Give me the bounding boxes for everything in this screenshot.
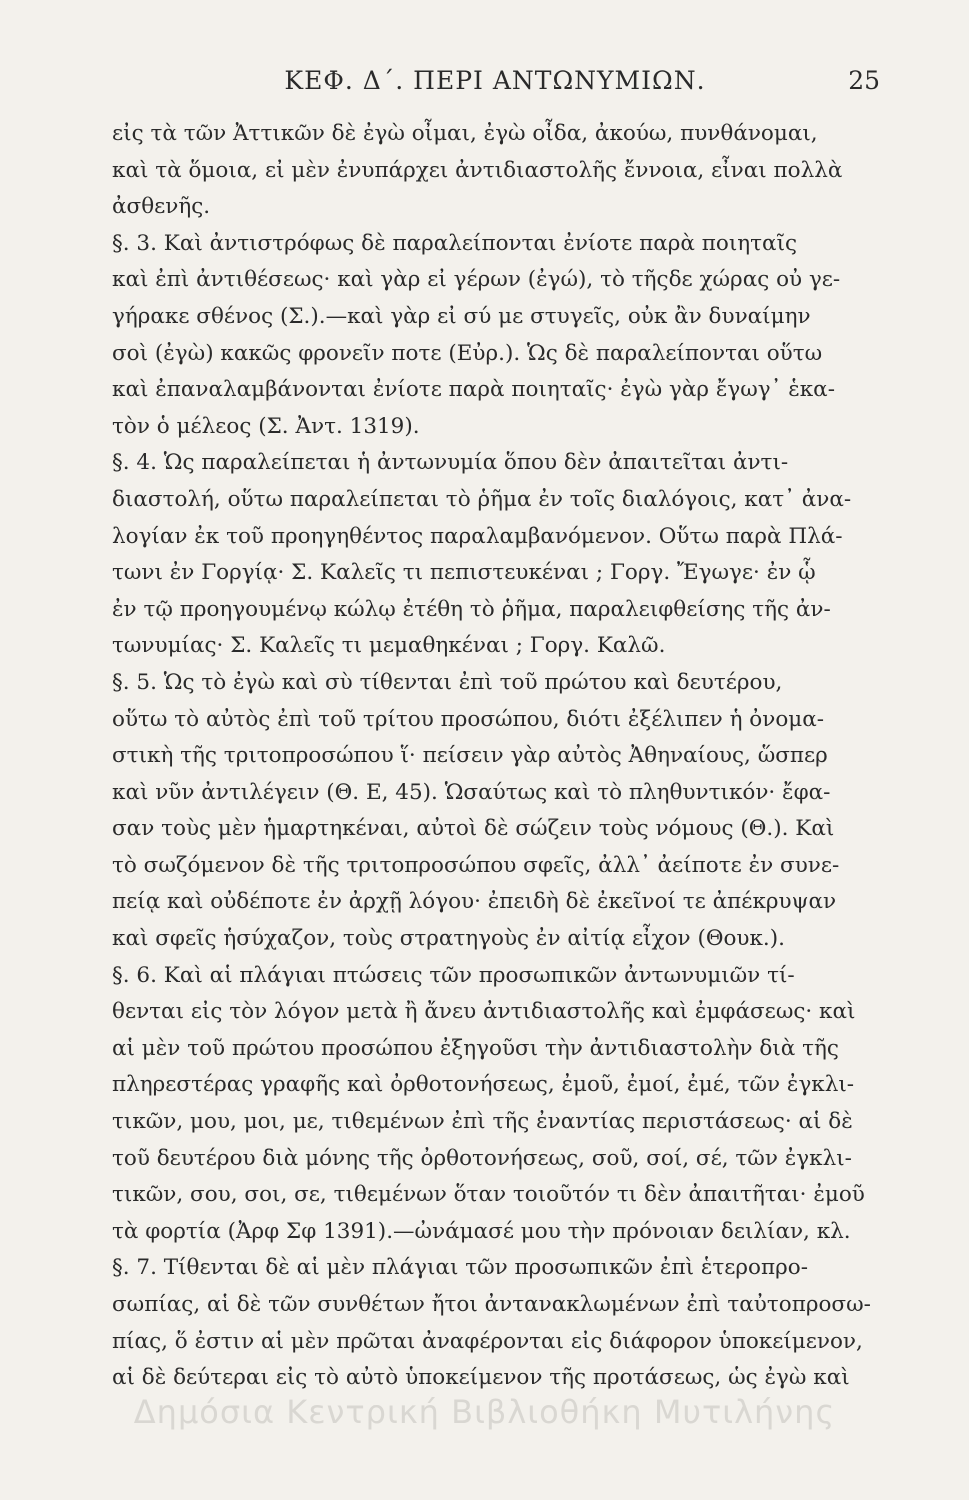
text-line: καὶ ἐπαναλαμβάνονται ἐνίοτε παρὰ ποιηταῖς· ἐγὼ γὰρ ἔγωγ᾽ ἑκα- — [112, 377, 835, 403]
text-line: §. 7. Τίθενται δὲ αἱ μὲν πλάγιαι τῶν προσωπικῶν ἐπὶ ἑτεροπρο- — [112, 1255, 808, 1281]
text-line: λογίαν ἐκ τοῦ προηγηθέντος παραλαμβανόμενον. Οὕτω παρὰ Πλά- — [112, 523, 843, 549]
text-line: τικῶν, μου, μοι, με, τιθεμένων ἐπὶ τῆς ἐναντίας περιστάσεως· αἱ δὲ — [112, 1109, 853, 1135]
text-line: τὸν ὁ μέλεος (Σ. Ἀντ. 1319). — [112, 413, 420, 439]
text-line: τωνι ἐν Γοργίᾳ· Σ. Καλεῖς τι πεπιστευκέναι ; Γοργ. Ἔγωγε· ἐν ᾧ — [112, 560, 816, 586]
text-line: στικὴ τῆς τριτοπροσώπου ἵ· πείσειν γὰρ αὐτὸς Ἀθηναίους, ὥσπερ — [112, 743, 828, 769]
text-line: τὸ σωζόμενον δὲ τῆς τριτοπροσώπου σφεῖς, ἀλλ᾽ ἀείποτε ἐν συνε- — [112, 852, 840, 878]
text-line: γήρακε σθένος (Σ.).—καὶ γὰρ εἰ σύ με στυγεῖς, οὐκ ἂν δυναίμην — [112, 303, 811, 329]
text-line: σαν τοὺς μὲν ἡμαρτηκέναι, αὐτοὶ δὲ σώζειν τοὺς νόμους (Θ.). Καὶ — [112, 816, 835, 842]
text-line: τικῶν, σου, σοι, σε, τιθεμένων ὅταν τοιοῦτόν τι δὲν ἀπαιτῆται· ἐμοῦ — [112, 1182, 865, 1208]
text-line: τωνυμίας· Σ. Καλεῖς τι μεμαθηκέναι ; Γοργ. Καλῶ. — [112, 633, 666, 659]
body-text — [112, 116, 872, 1397]
text-line: ἐν τῷ προηγουμένῳ κώλῳ ἐτέθη τὸ ῥῆμα, παραλειφθείσης τῆς ἀν- — [112, 596, 831, 622]
text-line: καὶ ἐπὶ ἀντιθέσεως· καὶ γὰρ εἰ γέρων (ἐγώ), τὸ τῆςδε χώρας οὐ γε- — [112, 267, 841, 293]
text-line: §. 6. Καὶ αἱ πλάγιαι πτώσεις τῶν προσωπικῶν ἀντωνυμιῶν τί- — [112, 962, 795, 988]
text-line: ἀσθενῆς. — [112, 194, 211, 220]
running-header — [110, 66, 880, 106]
text-line: πείᾳ καὶ οὐδέποτε ἐν ἀρχῇ λόγου· ἐπειδὴ δὲ ἐκεῖνοί τε ἀπέκρυψαν — [112, 889, 837, 915]
text-line: §. 5. Ὡς τὸ ἐγὼ καὶ σὺ τίθενται ἐπὶ τοῦ πρώτου καὶ δευτέρου, — [112, 669, 783, 695]
text-line: καὶ σφεῖς ἡσύχαζον, τοὺς στρατηγοὺς ἐν αἰτίᾳ εἶχον (Θουκ.). — [112, 926, 785, 952]
text-line: τὰ φορτία (Ἀρφ Σφ 1391).—ὠνάμασέ μου τὴν πρόνοιαν δειλίαν, κλ. — [112, 1218, 851, 1244]
text-line: §. 4. Ὡς παραλείπεται ἡ ἀντωνυμία ὅπου δὲν ἀπαιτεῖται ἀντι- — [112, 450, 789, 476]
text-line: σωπίας, αἱ δὲ τῶν συνθέτων ἤτοι ἀντανακλωμένων ἐπὶ ταὐτοπροσω- — [112, 1292, 871, 1317]
text-line: αἱ μὲν τοῦ πρώτου προσώπου ἐξηγοῦσι τὴν ἀντιδιαστολὴν διὰ τῆς — [112, 1035, 839, 1061]
text-line: διαστολή, οὕτω παραλείπεται τὸ ῥῆμα ἐν τοῖς διαλόγοις, κατ᾽ ἀνα- — [112, 486, 852, 512]
text-line: καὶ νῦν ἀντιλέγειν (Θ. Ε, 45). Ὡσαύτως καὶ τὸ πληθυντικόν· ἔφα- — [112, 779, 831, 805]
text-line: πληρεστέρας γραφῆς καὶ ὀρθοτονήσεως, ἐμοῦ, ἐμοί, ἐμέ, τῶν ἐγκλι- — [112, 1072, 855, 1098]
text-line: οὕτω τὸ αὐτὸς ἐπὶ τοῦ τρίτου προσώπου, διότι ἐξέλιπεν ἡ ὀνομα- — [112, 706, 825, 732]
running-title: ΚΕΦ. Δ΄. ΠΕΡΙ ΑΝΤΩΝΥΜΙΩΝ. — [284, 66, 706, 95]
text-line: αἱ δὲ δεύτεραι εἰς τὸ αὐτὸ ὑποκείμενον τῆς προτάσεως, ὡς ἐγὼ καὶ — [112, 1365, 850, 1391]
text-line: θενται εἰς τὸν λόγον μετὰ ἢ ἄνευ ἀντιδιαστολῆς καὶ ἐμφάσεως· καὶ — [112, 999, 856, 1025]
text-line: καὶ τὰ ὅμοια, εἰ μὲν ἐνυπάρχει ἀντιδιαστολῆς ἔννοια, εἶναι πολλὰ — [112, 157, 843, 183]
library-watermark: Δημόσια Κεντρική Βιβλιοθήκη Μυτιλήνης — [133, 1393, 836, 1431]
text-line: σοὶ (ἐγὼ) κακῶς φρονεῖν ποτε (Εὐρ.). Ὡς δὲ παραλείπονται οὕτω — [112, 340, 823, 366]
text-line: τοῦ δευτέρου διὰ μόνης τῆς ὀρθοτονήσεως, σοῦ, σοί, σέ, τῶν ἐγκλι- — [112, 1145, 852, 1171]
text-line: §. 3. Καὶ ἀντιστρόφως δὲ παραλείπονται ἐνίοτε παρὰ ποιηταῖς — [112, 230, 798, 256]
text-line: πίας, ὅ ἐστιν αἱ μὲν πρῶται ἀναφέρονται εἰς διάφορον ὑποκείμενον, — [112, 1328, 863, 1354]
page-number: 25 — [848, 66, 880, 95]
text-line: εἰς τὰ τῶν Ἀττικῶν δὲ ἐγὼ οἶμαι, ἐγὼ οἶδα, ἀκούω, πυνθάνομαι, — [112, 121, 818, 146]
